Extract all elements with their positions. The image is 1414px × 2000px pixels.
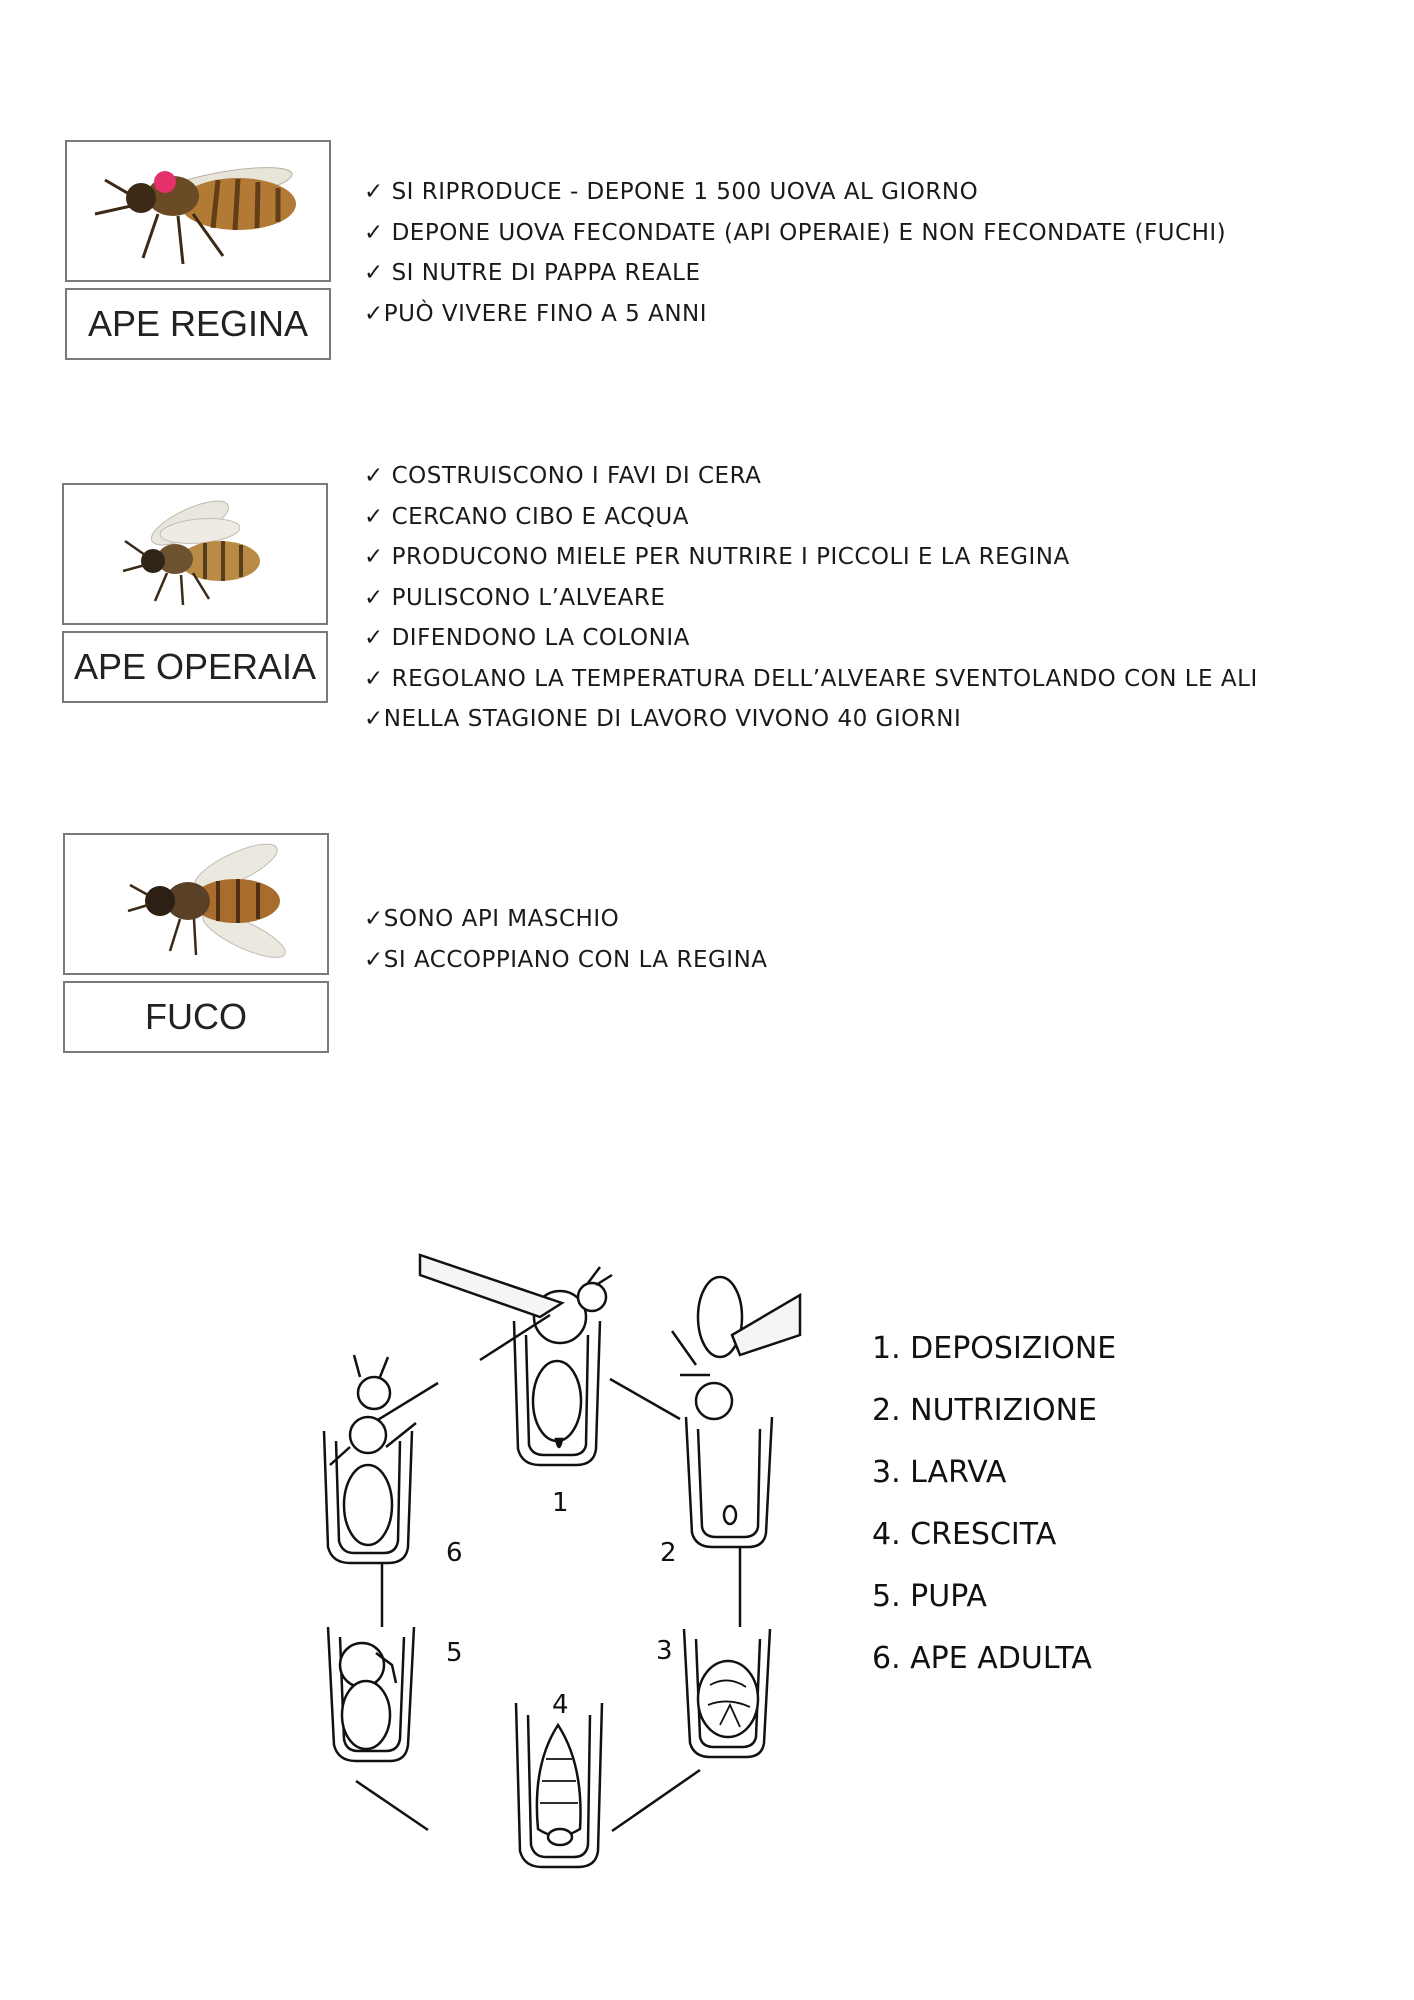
stage-number-5: 5 xyxy=(446,1638,463,1668)
card-label-queen: APE REGINA xyxy=(65,288,331,360)
fact-item: ✓ PRODUCONO MIELE PER NUTRIRE I PICCOLI E LA REGINA xyxy=(364,544,1070,570)
stage-legend-item: 2. NUTRIZIONE xyxy=(872,1393,1097,1428)
cell-stage-1 xyxy=(420,1255,612,1465)
drone-facts-list xyxy=(364,899,768,980)
drone-bee-image xyxy=(63,833,329,975)
queen-bee-image xyxy=(65,140,331,282)
drone-bee-icon xyxy=(96,839,296,969)
fact-item: ✓SI ACCOPPIANO CON LA REGINA xyxy=(364,946,768,973)
stage-legend-item: 5. PUPA xyxy=(872,1579,987,1614)
stage-legend-item: 3. LARVA xyxy=(872,1455,1007,1490)
stage-number-4: 4 xyxy=(552,1690,569,1720)
stage-number-6: 6 xyxy=(446,1538,463,1568)
card-label-drone: FUCO xyxy=(63,981,329,1053)
stage-number-3: 3 xyxy=(656,1636,673,1666)
fact-item: ✓ DEPONE UOVA FECONDATE (API OPERAIE) E NON FECONDATE (FUCHI) xyxy=(364,219,1227,246)
bee-life-cycle-diagram xyxy=(300,1225,820,1895)
cell-stage-3 xyxy=(684,1629,770,1757)
worker-bee-image xyxy=(62,483,328,625)
cell-stage-4 xyxy=(516,1703,602,1867)
cell-stage-6 xyxy=(324,1355,416,1563)
fact-item: ✓NELLA STAGIONE DI LAVORO VIVONO 40 GIORNI xyxy=(364,706,962,732)
fact-item: ✓ DIFENDONO LA COLONIA xyxy=(364,625,690,651)
stage-legend-item: 4. CRESCITA xyxy=(872,1517,1057,1552)
queen-facts-list xyxy=(364,172,1226,334)
cell-stage-5 xyxy=(328,1627,414,1761)
fact-item: ✓ REGOLANO LA TEMPERATURA DELL’ALVEARE SVENTOLANDO CON LE ALI xyxy=(364,665,1258,692)
fact-item: ✓ PULISCONO L’ALVEARE xyxy=(364,584,666,611)
stage-number-1: 1 xyxy=(552,1488,569,1518)
cell-stage-2 xyxy=(672,1277,800,1547)
stage-legend-list xyxy=(872,1318,1116,1690)
fact-item: ✓ COSTRUISCONO I FAVI DI CERA xyxy=(364,463,762,489)
fact-item: ✓ SI RIPRODUCE - DEPONE 1 500 UOVA AL GIORNO xyxy=(364,179,979,205)
stage-legend-item: 6. APE ADULTA xyxy=(872,1641,1092,1676)
fact-item: ✓PUÒ VIVERE FINO A 5 ANNI xyxy=(364,300,708,327)
worker-facts-list xyxy=(364,456,1258,740)
fact-item: ✓ CERCANO CIBO E ACQUA xyxy=(364,503,689,530)
card-label-worker: APE OPERAIA xyxy=(62,631,328,703)
fact-item: ✓SONO API MASCHIO xyxy=(364,906,620,932)
worker-bee-icon xyxy=(95,489,295,619)
stage-number-2: 2 xyxy=(660,1538,677,1568)
fact-item: ✓ SI NUTRE DI PAPPA REALE xyxy=(364,260,701,286)
queen-bee-icon xyxy=(73,146,323,276)
stage-legend-item: 1. DEPOSIZIONE xyxy=(872,1331,1117,1366)
